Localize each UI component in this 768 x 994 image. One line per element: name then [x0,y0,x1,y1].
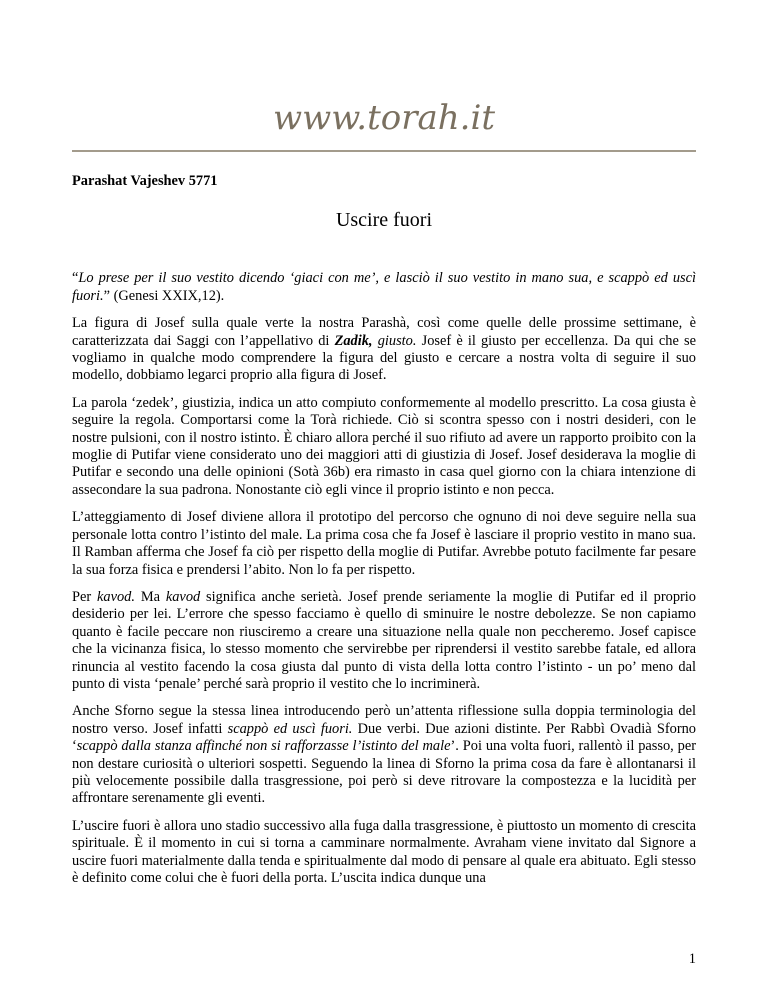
p5-kavod-1: kavod. [97,588,135,605]
quote-text: Lo prese per il suo vestito dicendo ‘giaci con me’, e lasciò il suo vestito in mano sua, e scappò ed uscì fuori. [72,270,696,304]
p5-text-a: Per [72,588,98,605]
header-divider [72,150,696,152]
quote-source: ” (Genesi XXIX,12). [103,287,225,304]
paragraph-2 [72,315,696,385]
p2-text-a: La figura di Josef sulla quale verte la nostra Parashà, così come quelle delle prossime settimane, è caratterizzata dai Saggi con l’appellativo di [72,315,696,349]
p6-text-a: Anche Sforno segue la stessa linea introducendo però un’attenta riflessione sulla doppia terminologia del nostro verso. Josef infatti [72,703,696,737]
paragraph-5 [72,589,696,693]
p6-quote-1: scappò ed uscì fuori. [227,720,353,737]
paragraph-4: L’atteggiamento di Josef diviene allora il prototipo del percorso che ognuno di noi deve seguire nella sua personale lotta contro l’istinto del male. La prima cosa che fa Josef è lasciare il proprio vestito in mano sua. Il Ramban afferma che Josef fa ciò per rispetto della moglie di Putifar. Avrebbe potuto facilmente far pesare la sua forza fisica e prendersi l’abito. Non lo fa per rispetto. [72,509,696,578]
p6-text-c: Due verbi. Due azioni distinte. Per Rabbì Ovadià Sforno ‘ [72,720,697,755]
p5-text-e: significa anche serietà. Josef prende seriamente la moglie di Putifar ed il proprio desiderio per lei. L’errore che spesso facciamo è quello di sminuire le nostre debolezze. Se non capiamo quanto è facile peccare non riusciremo a creare una situazione nella quale non peccheremo. Josef capisce che la vicinanza fisica, lo stesso momento che servirebbe per riprendersi il vestito sarebbe fatale, ed allora rinuncia al vestito facendo la cosa giusta dal punto di vista della lotta contro l’istinto - un po’ meno dal punto di vista ‘penale’ perché sarà proprio il vestito che lo incriminerà. [72,588,696,692]
page-number: 1 [688,951,696,967]
parasha-heading: Parashat Vajeshev 5771 [72,173,218,189]
p6-quote-2: scappò dalla stanza affinché non si rafforzasse l’istinto del male [76,738,451,755]
p5-text-c: Ma [134,588,166,605]
p2-text-d: Josef è il giusto per eccellenza. Da qui che se vogliamo in qualche modo comprendere la figura del giusto e cercare a nostra volta di seguire il suo modello, dobbiamo legarci proprio alla figura di Josef. [72,332,696,384]
document-body [72,173,696,897]
p2-zadik: Zadik, [334,332,373,349]
page-title: Uscire fuori [335,209,433,232]
p5-kavod-2: kavod [165,588,201,605]
quote-open: “ [72,270,79,287]
p2-giusto: giusto. [377,332,417,349]
paragraph-6 [72,703,696,807]
paragraph-3: La parola ‘zedek’, giustizia, indica un atto compiuto conformemente al modello prescritto. La cosa giusta è seguire la regola. Comportarsi come la Torà richiede. Ciò si scontra spesso con i nostri desideri, con le nostre pulsioni, con il nostro istinto. È chiaro allora perché il suo rifiuto ad avere un rapporto proibito con la moglie di Putifar viene considerato uno dei maggiori atti di giustizia di Josef. Josef desiderava la moglie di Putifar e secondo una delle opinioni (Sotà 36b) era rimasto in casa quel giorno con la chiara intenzione di assecondare la sua padrona. Nonostante ciò egli vince il proprio istinto e non pecca. [72,394,696,498]
p6-text-e: ’. Poi una volta fuori, rallentò il passo, per non destare curiosità o ulteriori sospetti. Seguendo la linea di Sforno la prima cosa da fare è allontanarsi il più velocemente possibile dalla trasgressione, poi però si deve ritrovare la compostezza e la lucidità per affrontare serenamente gli eventi. [72,738,697,807]
site-header-title: www.torah.it [273,98,495,138]
paragraph-7: L’uscire fuori è allora uno stadio successivo alla fuga dalla trasgressione, è piuttosto un momento di crescita spirituale. È il momento in cui si torna a camminare normalmente. Avraham viene invitato dal Signore a uscire fuori materialmente dalla tenda e spiritualmente dal modo di pensare al quale era abituato. Egli stesso è definito come colui che è fuori della porta. L’uscita indica dunque una [72,817,696,886]
paragraph-quote [72,270,696,305]
